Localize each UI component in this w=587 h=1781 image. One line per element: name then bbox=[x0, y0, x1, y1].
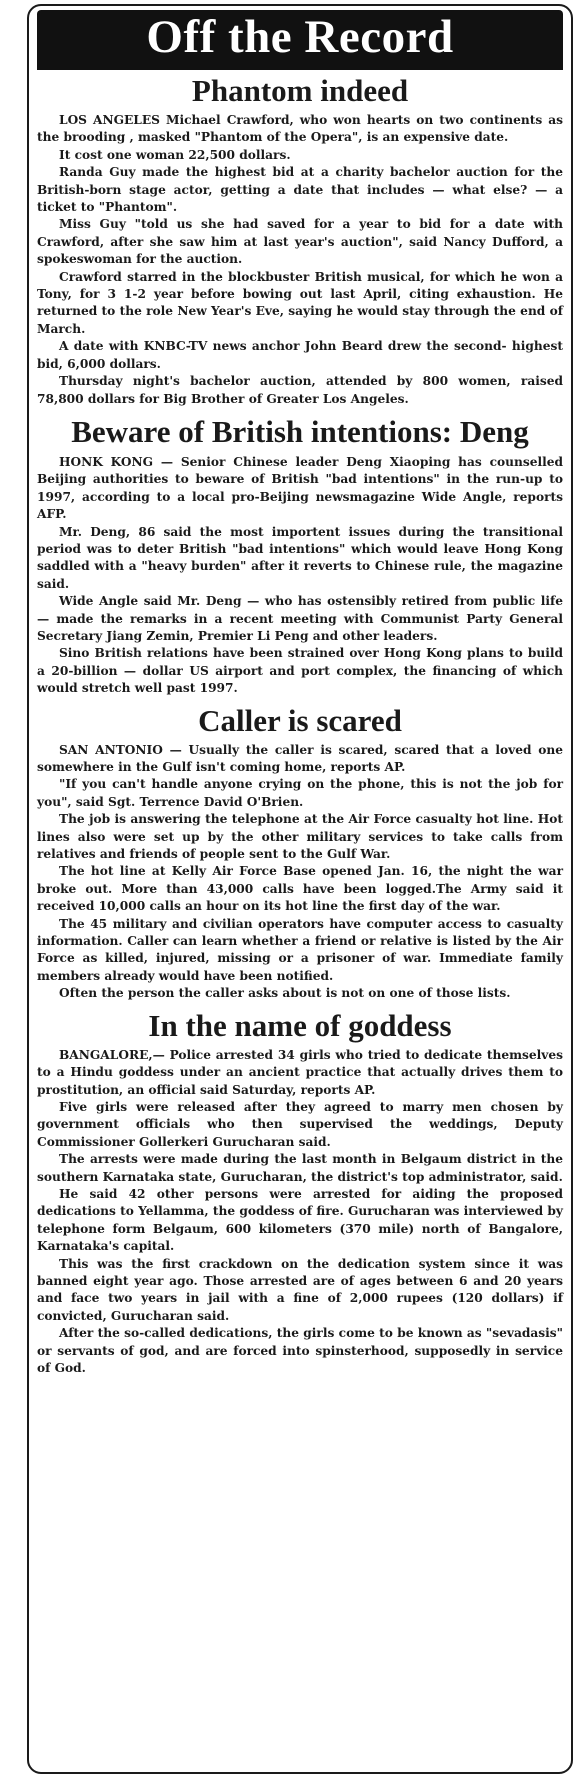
headline: Caller is scared bbox=[198, 702, 402, 738]
paragraph: Thursday night's bachelor auction, attended by 800 women, raised 78,800 dollars for Big Brother of Greater Los Angeles. bbox=[37, 374, 563, 406]
paragraph: Miss Guy "told us she had saved for a year to bid for a date with Crawford, after she saw him at last year's auction", said Nancy Dufford, a spokeswoman for the auction. bbox=[37, 217, 563, 267]
paragraph: The 45 military and civilian operators have computer access to casualty information. Caller can learn whether a friend or relative is listed by the Air Force as killed, injured, missing or a prisoner of war. Immediate family members already would have been notified. bbox=[37, 916, 563, 983]
paragraph: A date with KNBC-TV news anchor John Beard drew the second- highest bid, 6,000 dollars. bbox=[37, 339, 563, 371]
paragraph: BANGALORE,— Police arrested 34 girls who tried to dedicate themselves to a Hindu goddess under an ancient practice that actually drives them to prostitution, an official said Saturday, reports AP. bbox=[37, 1047, 563, 1097]
story-goddess bbox=[37, 1009, 563, 1378]
paragraph: After the so-called dedications, the girls come to be known as "sevadasis" or servants of god, and are forced into spinsterhood, supposedly in service of God. bbox=[37, 1326, 563, 1375]
headline: Beware of British intentions: Deng bbox=[71, 413, 529, 449]
paragraph: This was the first crackdown on the dedication system since it was banned eight year ago. Those arrested are of ages between 6 and 20 years and face two years in jail with a fine of 2,000 rupees (120 dollars) if convicted, Gurucharan said. bbox=[37, 1256, 563, 1323]
paragraph: The job is answering the telephone at the Air Force casualty hot line. Hot lines also were set up by the other military services to take calls from relatives and friends of people sent to the Gulf War. bbox=[37, 812, 563, 862]
paragraph: HONK KONG — Senior Chinese leader Deng Xiaoping has counselled Beijing authorities to beware of British "bad intentions" in the run-up to 1997, according to a local pro-Beijing newsmagazine Wide Angle, reports AFP. bbox=[37, 454, 563, 522]
paragraph: Wide Angle said Mr. Deng — who has ostensibly retired from public life — made the remarks in a recent meeting with Communist Party General Secretary Jiang Zemin, Premier Li Peng and other leaders. bbox=[37, 594, 563, 643]
paragraph: SAN ANTONIO — Usually the caller is scared, scared that a loved one somewhere in the Gulf isn't coming home, reports AP. bbox=[37, 742, 563, 774]
paragraph: LOS ANGELES Michael Crawford, who won hearts on two continents as the brooding , masked "Phantom of the Opera", is an expensive date. bbox=[37, 113, 563, 145]
paragraph: Five girls were released after they agreed to marry men chosen by government officials who then supervised the weddings, Deputy Commissioner Gollerkeri Gurucharan said. bbox=[37, 1099, 563, 1149]
news-column bbox=[27, 4, 573, 1774]
paragraph: Often the person the caller asks about is not on one of those lists. bbox=[59, 986, 511, 1001]
paragraph: The arrests were made during the last month in Belgaum district in the southern Karnataka state, Gurucharan, the district's top administrator, said. bbox=[37, 1152, 563, 1184]
paragraph: Crawford starred in the blockbuster British musical, for which he won a Tony, for 3 1-2 year before bowing out last April, citing exhaustion. He returned to the role New Year's Eve, saying he would stay through the end of March. bbox=[37, 269, 563, 336]
masthead: Off the Record bbox=[37, 10, 563, 70]
paragraph: Mr. Deng, 86 said the most importent issues during the transitional period was to deter British "bad intentions" which would leave Hong Kong saddled with a "heavy burden" after it reverts to Chinese rule, the magazine said. bbox=[37, 524, 563, 591]
paragraph: He said 42 other persons were arrested for aiding the proposed dedications to Yellamma, the goddess of fire. Gurucharan was interviewed by telephone form Belgaum, 600 kilometers (370 mile) north of Bangalore, Karnataka's capital. bbox=[37, 1186, 563, 1254]
story-deng bbox=[37, 414, 563, 698]
headline: Phantom indeed bbox=[191, 73, 409, 108]
paragraph: Sino British relations have been strained over Hong Kong plans to build a 20-billion — dollar US airport and port complex, the financing of which would stretch well past 1997. bbox=[37, 646, 563, 696]
paragraph: Randa Guy made the highest bid at a charity bachelor auction for the British-born stage actor, getting a date that includes — what else? — a ticket to "Phantom". bbox=[37, 165, 563, 215]
paragraph: The hot line at Kelly Air Force Base opened Jan. 16, the night the war broke out. More than 43,000 calls have been logged.The Army said it received 10,000 calls an hour on its hot line the first day of the war. bbox=[37, 864, 563, 914]
story-caller bbox=[37, 704, 563, 1003]
paragraph: "If you can't handle anyone crying on the phone, this is not the job for you", said Sgt. Terrence David O'Brien. bbox=[37, 777, 563, 809]
story-phantom bbox=[37, 74, 563, 408]
paragraph: It cost one woman 22,500 dollars. bbox=[59, 147, 291, 162]
headline: In the name of goddess bbox=[148, 1007, 452, 1043]
